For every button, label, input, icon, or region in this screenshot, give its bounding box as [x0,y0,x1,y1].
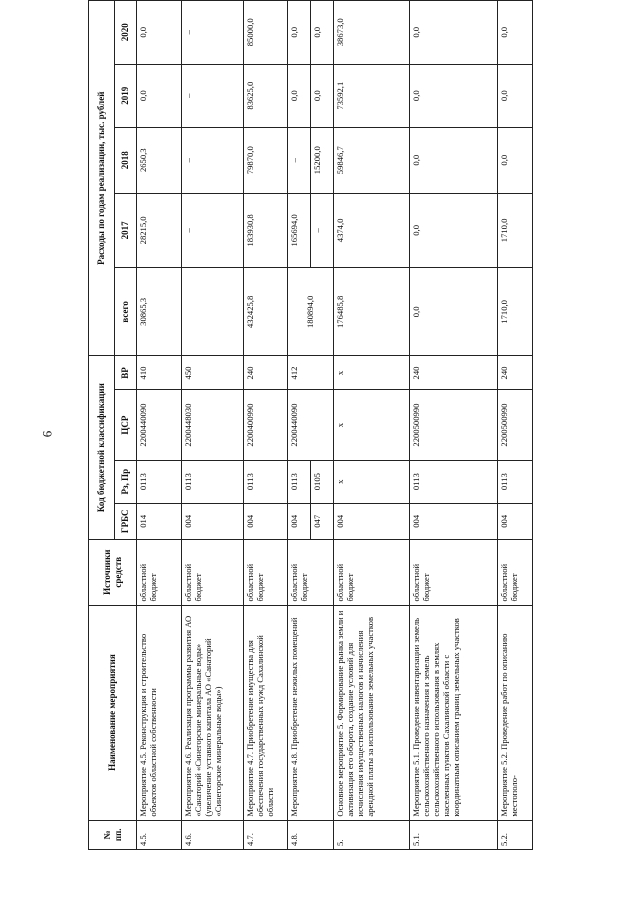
page-number: 6 [39,430,55,438]
row-rzpr: 0113 [182,460,244,503]
row-2019 [288,64,334,127]
header-2017: 2017 [115,193,137,268]
y2018-a: – [288,128,311,193]
row-csr: 2200440090 [137,390,182,460]
row-vr: 410 [137,356,182,390]
row-grbs: 004 [182,503,244,539]
row-2019: 73592,1 [334,64,410,127]
row-num: 4.8. [288,820,334,849]
table-row [288,1,334,850]
header-2019: 2019 [115,64,137,127]
row-grbs: 004 [498,503,533,539]
row-num: 5.2. [498,820,533,849]
row-name: Мероприятие 5.2. Проведение работ по описанию местополо- [498,605,533,820]
header-expenses-group: Расходы по годам реализации, тыс. рублей [89,1,115,357]
row-vr: 412 [288,356,334,390]
row-source: областной бюджет [244,539,288,605]
row-csr: 2200500990 [498,390,533,460]
header-vr: ВР [115,356,137,390]
row-2017: 4374,0 [334,193,410,268]
row-2017: 1710,0 [498,193,533,268]
y2017-a: 165694,0 [288,194,311,268]
row-2020: 0,0 [498,1,533,65]
y2018-b: 15200,0 [312,146,322,175]
table-row [410,1,498,850]
row-csr: 2200440090 [288,390,334,460]
budget-table-rotated [88,0,533,850]
row-rzpr: 0113 [244,460,288,503]
row-total: 30865,3 [137,268,182,356]
header-2018: 2018 [115,127,137,193]
row-2018 [288,127,334,193]
y2017-b: – [312,228,322,233]
header-2020: 2020 [115,1,137,65]
table-row [137,1,182,850]
y2020-a: 0,0 [288,1,311,64]
row-2020: 85000,0 [244,1,288,65]
row-num: 5. [334,820,410,849]
row-2017: 183930,8 [244,193,288,268]
row-total: 432425,8 [244,268,288,356]
row-grbs: 004 [244,503,288,539]
row-grbs: 014 [137,503,182,539]
y2019-a: 0,0 [288,65,311,127]
header-num: № пп. [89,820,137,849]
row-name: Мероприятие 4.5. Реконструкция и строительство объектов областной собственности [137,605,182,820]
row-total: 180894,0 [288,268,334,356]
row-vr: 240 [498,356,533,390]
row-2020: 0,0 [410,1,498,65]
row-name: Мероприятие 4.6. Реализация программы развития АО «Санаторий «Синегорские минеральные воды» (увеличение уставного капитала АО «Санаторий «Синегорские минеральные воды») [182,605,244,820]
row-total: 1710,0 [498,268,533,356]
row-2018: 2650,3 [137,127,182,193]
row-num: 5.1. [410,820,498,849]
row-2020: 38673,0 [334,1,410,65]
row-csr: 2200500990 [410,390,498,460]
grbs-b: 047 [312,514,322,528]
row-2018: 59846,7 [334,127,410,193]
row-vr: 240 [410,356,498,390]
row-total [182,268,244,356]
y2019-b: 0,0 [312,90,322,102]
budget-table [88,0,533,850]
row-grbs: 004 [410,503,498,539]
row-num: 4.6. [182,820,244,849]
grbs-a: 004 [288,504,311,539]
rzpr-b: 0105 [312,473,322,491]
header-code-group: Код бюджетной классификации [89,356,115,539]
row-num: 4.7. [244,820,288,849]
table-row [244,1,288,850]
row-2018: 79870,0 [244,127,288,193]
table-row [498,1,533,850]
row-source: областной бюджет [137,539,182,605]
row-source: областной бюджет [498,539,533,605]
row-2017: 0,0 [410,193,498,268]
row-total: 0,0 [410,268,498,356]
row-total: 176485,8 [334,268,410,356]
row-2020: – [182,1,244,65]
row-2018: 0,0 [410,127,498,193]
row-source: областной бюджет [288,539,334,605]
row-vr: 240 [244,356,288,390]
row-name: Мероприятие 4.7. Приобретение имущества для обеспечения государственных нужд Сахалинской области [244,605,288,820]
row-name: Основное мероприятие 5. Формирование рынка земли и активизация его оборота, создание условий для исчисления имущественных налогов и начисления арендной платы за использование земельных участков [334,605,410,820]
row-csr: 2200448030 [182,390,244,460]
row-2017: – [182,193,244,268]
row-csr: х [334,390,410,460]
header-grbs: ГРБС [115,503,137,539]
table-row [182,1,244,850]
row-source: областной бюджет [182,539,244,605]
row-name: Мероприятие 5.1. Проведение инвентаризации земель сельскохозяйственного назначения и земель сельскохозяйственного использования в землях населенных пунктов Сахалинской области с координатным описанием границ земельных участков [410,605,498,820]
row-2019: 0,0 [498,64,533,127]
row-rzpr: х [334,460,410,503]
row-grbs: 004 [334,503,410,539]
row-rzpr: 0113 [137,460,182,503]
header-csr: ЦСР [115,390,137,460]
header-name: Наименование мероприятия [89,605,137,820]
row-2019: – [182,64,244,127]
header-total: всего [115,268,137,356]
row-csr: 2200400990 [244,390,288,460]
row-vr: х [334,356,410,390]
header-source: Источники средств [89,539,137,605]
row-2019: 83625,0 [244,64,288,127]
row-2018: – [182,127,244,193]
row-2020 [288,1,334,65]
row-grbs [288,503,334,539]
row-2018: 0,0 [498,127,533,193]
row-rzpr [288,460,334,503]
row-source: областной бюджет [410,539,498,605]
row-rzpr: 0113 [410,460,498,503]
row-name: Мероприятие 4.8. Приобретение нежилых помещений [288,605,334,820]
row-rzpr: 0113 [498,460,533,503]
row-2020: 0,0 [137,1,182,65]
row-2019: 0,0 [137,64,182,127]
row-num: 4.5. [137,820,182,849]
table-row [334,1,410,850]
y2020-b: 0,0 [312,26,322,38]
rzpr-a: 0113 [288,461,311,503]
row-2017: 28215,0 [137,193,182,268]
row-2017 [288,193,334,268]
row-2019: 0,0 [410,64,498,127]
row-vr: 450 [182,356,244,390]
row-source: областной бюджет [334,539,410,605]
header-rzpr: Рз, Пр [115,460,137,503]
